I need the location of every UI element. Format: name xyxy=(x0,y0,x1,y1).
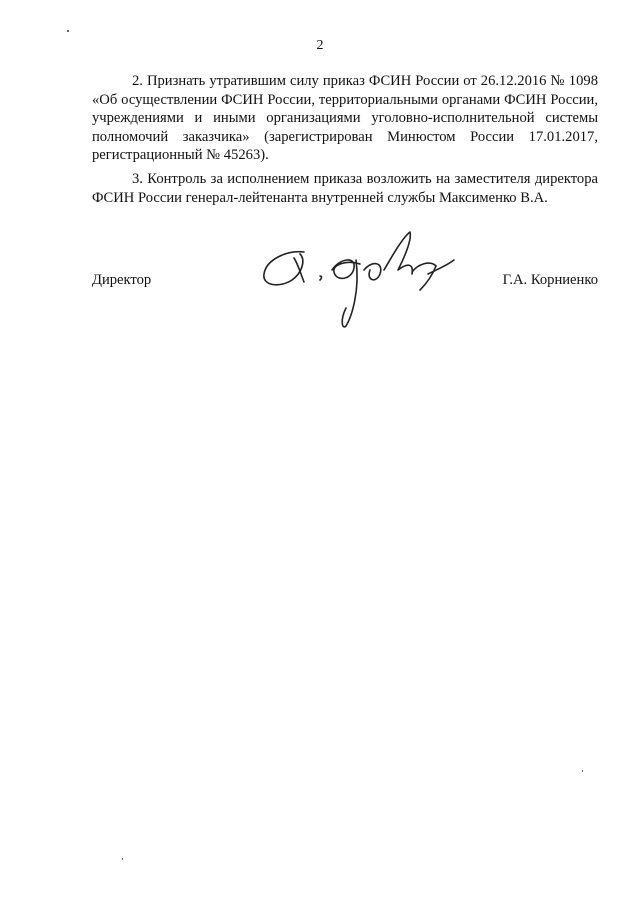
scan-speck xyxy=(122,858,123,860)
signature-block xyxy=(92,238,598,338)
handwritten-signature xyxy=(260,230,460,330)
signer-name: Г.А. Корниенко xyxy=(502,272,598,288)
document-body xyxy=(92,72,598,212)
paragraph-3: 3. Контроль за исполнением приказа возложить на заместителя директора ФСИН России генерал-лейтенанта внутренней службы Максименко В.А. xyxy=(92,170,598,206)
page-number: 2 xyxy=(316,38,324,53)
scan-speck xyxy=(582,770,583,772)
scan-speck xyxy=(67,30,69,32)
paragraph-2: 2. Признать утратившим силу приказ ФСИН России от 26.12.2016 № 1098 «Об осуществлении ФСИН России, территориальными органами ФСИН России, учреждениями и иными организациями уголовно-исполнительной системы полномочий заказчика» (зарегистрирован Минюстом России 17.01.2017, регистрационный № 45263). xyxy=(92,73,598,164)
signer-title: Директор xyxy=(92,272,152,288)
